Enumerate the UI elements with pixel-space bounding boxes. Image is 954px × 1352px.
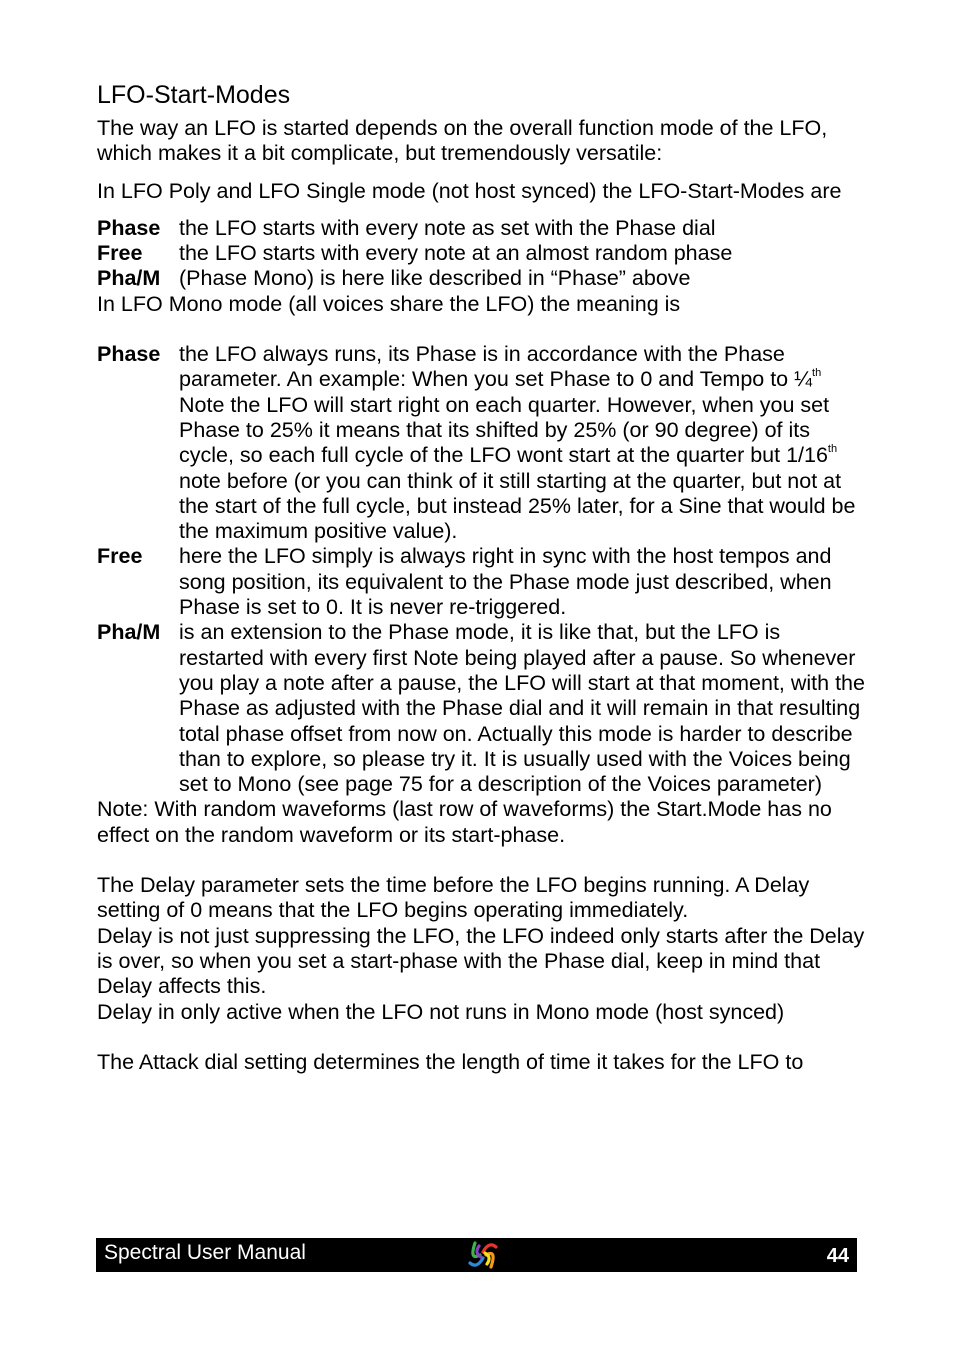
term: Pha/M	[97, 266, 161, 291]
poly-mode-pham	[97, 266, 867, 291]
delay-paragraph-2: Delay is not just suppressing the LFO, the LFO indeed only starts after the Delay is over, so when you set a start-phase with the Phase dial, keep in mind that Delay affects this.	[97, 923, 865, 999]
description: the LFO starts with every note at an almost random phase	[179, 241, 733, 266]
delay-paragraph-1: The Delay parameter sets the time before the LFO begins running. A Delay setting of 0 means that the LFO begins operating immediately.	[97, 873, 810, 923]
description-part: note before (or you can think of it still starting at the quarter, but not at the start of the full cycle, but instead 25% later, for a Sine that would be the maximum positive value).	[179, 468, 856, 544]
description: here the LFO simply is always right in sync with the host tempos and song position, its equivalent to the Phase mode just described, when Phase is set to 0. It is never re-triggered.	[179, 544, 832, 620]
superscript: th	[812, 367, 822, 380]
description: (Phase Mono) is here like described in “Phase” above	[179, 266, 691, 291]
mono-mode-free	[97, 544, 867, 620]
description-part: Note the LFO will start right on each quarter. However, when you set Phase to 25% it means that its shifted by 25% (or 90 degree) of its cycle, so each full cycle of the LFO wont start at the quarter but 1/16	[179, 392, 830, 468]
delay-paragraph-3: Delay in only active when the LFO not runs in Mono mode (host synced)	[97, 999, 785, 1024]
term: Phase	[97, 342, 161, 367]
term: Pha/M	[97, 620, 161, 645]
poly-mode-phase	[97, 216, 867, 241]
spiral-logo-icon	[467, 1239, 499, 1271]
term: Free	[97, 241, 143, 266]
description: is an extension to the Phase mode, it is like that, but the LFO is restarted with every first Note being played after a pause. So whenever you play a note after a pause, the LFO will start at that moment, with the Phase as adjusted with the Phase dial and it will remain in that resulting total phase offset from now on. Actually this mode is harder to describe than to explore, so please try it. It is usually used with the Voices being set to Mono (see page 75 for a description of the Voices parameter)	[179, 620, 865, 797]
page-footer	[96, 1238, 857, 1272]
mono-mode-pham	[97, 620, 867, 797]
poly-intro-paragraph: In LFO Poly and LFO Single mode (not host synced) the LFO-Start-Modes are	[97, 178, 842, 203]
section-heading: LFO-Start-Modes	[97, 81, 291, 109]
term: Free	[97, 544, 143, 569]
page-number: 44	[826, 1245, 849, 1267]
term: Phase	[97, 215, 161, 240]
attack-paragraph: The Attack dial setting determines the length of time it takes for the LFO to	[97, 1049, 804, 1074]
poly-mode-free	[97, 241, 867, 266]
mono-mode-list	[97, 342, 867, 797]
note-paragraph: Note: With random waveforms (last row of waveforms) the Start.Mode has no effect on the random waveform or its start-phase.	[97, 797, 832, 847]
mono-intro-paragraph: In LFO Mono mode (all voices share the LFO) the meaning is	[97, 291, 681, 316]
superscript: th	[827, 443, 838, 456]
description	[179, 342, 867, 544]
footer-title: Spectral User Manual	[104, 1241, 306, 1264]
page-content	[97, 80, 867, 1075]
description-part: the LFO always runs, its Phase is in accordance with the Phase parameter. An example: When you set Phase to 0 and Tempo to ¼	[179, 342, 813, 392]
description: the LFO starts with every note as set with the Phase dial	[179, 215, 716, 240]
mono-mode-phase	[97, 342, 867, 544]
intro-paragraph: The way an LFO is started depends on the overall function mode of the LFO, which makes it a bit complicate, but tremendously versatile:	[97, 116, 828, 166]
poly-mode-list	[97, 216, 867, 292]
